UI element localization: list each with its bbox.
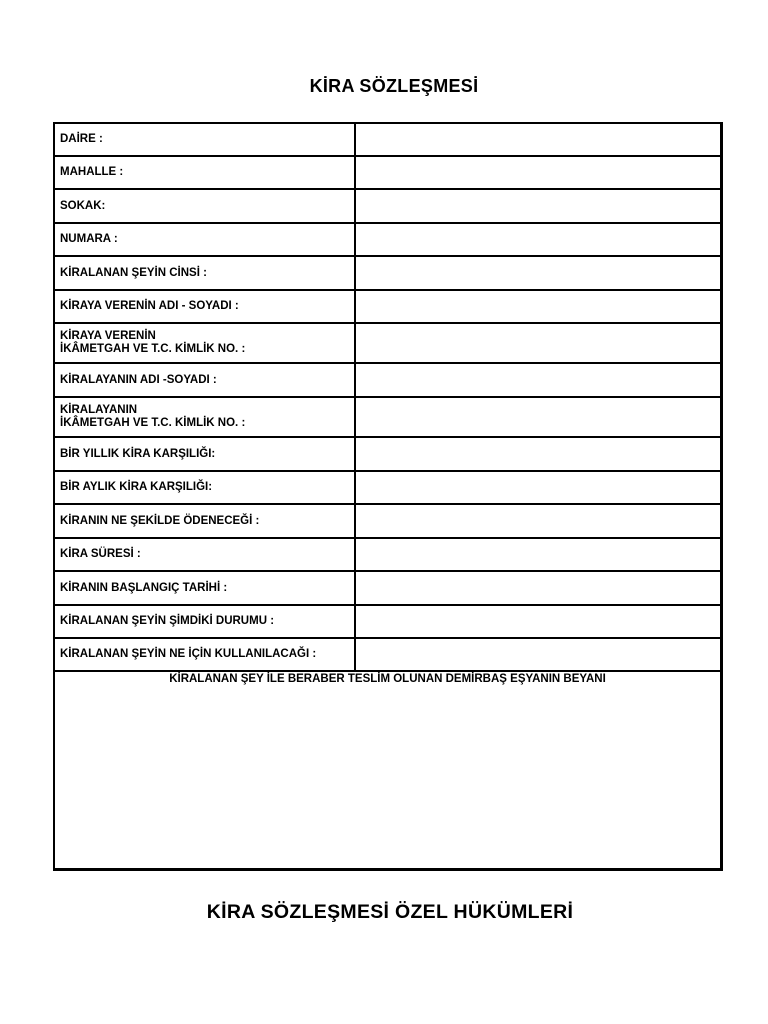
field-label-line: NUMARA : [60, 233, 118, 245]
field-label [55, 291, 356, 322]
form-row [55, 291, 720, 324]
form-rows [55, 124, 720, 672]
field-value[interactable] [356, 291, 720, 322]
contract-form-table [53, 122, 723, 871]
field-value[interactable] [356, 505, 720, 537]
field-label-line: KİRALAYANIN ADI -SOYADI : [60, 373, 217, 386]
field-label-line: KİRALAYANIN [60, 404, 138, 416]
form-row [55, 257, 720, 291]
field-label [55, 257, 356, 289]
inventory-heading: KİRALANAN ŞEY İLE BERABER TESLİM OLUNAN DEMİRBAŞ EŞYANIN BEYANI [169, 673, 606, 685]
form-row [55, 438, 720, 472]
field-label-line: KİRALANAN ŞEYİN NE İÇİN KULLANILACAĞI : [60, 648, 317, 660]
form-row [55, 157, 720, 190]
field-label [55, 639, 356, 670]
field-label-line: DAİRE : [60, 133, 103, 145]
special-provisions-title: KİRA SÖZLEŞMESİ ÖZEL HÜKÜMLERİ [206, 901, 574, 923]
inventory-declaration-box[interactable] [55, 672, 720, 868]
form-row [55, 398, 720, 438]
field-value[interactable] [356, 190, 720, 222]
field-label [55, 539, 356, 570]
field-label-line: BİR AYLIK KİRA KARŞILIĞI: [60, 481, 213, 493]
field-label [55, 224, 356, 255]
field-value[interactable] [356, 472, 720, 503]
form-row [55, 224, 720, 257]
field-label [55, 572, 356, 604]
field-label-line: KİRALANAN ŞEYİN ŞİMDİKİ DURUMU : [60, 615, 275, 627]
field-label-line: MAHALLE : [60, 166, 124, 178]
field-label [55, 364, 356, 396]
field-value[interactable] [356, 124, 720, 155]
field-label-line-2: İKÂMETGAH VE T.C. KİMLİK NO. : [60, 417, 246, 429]
field-value[interactable] [356, 157, 720, 188]
field-label [55, 190, 356, 222]
field-label-line-2: İKÂMETGAH VE T.C. KİMLİK NO. : [60, 343, 246, 355]
field-value[interactable] [356, 438, 720, 470]
form-row [55, 572, 720, 606]
form-row [55, 505, 720, 539]
form-row [55, 539, 720, 572]
page-title: KİRA SÖZLEŞMESİ [309, 76, 479, 96]
field-value[interactable] [356, 398, 720, 436]
field-label-line: KİRAYA VERENİN ADI - SOYADI : [60, 300, 239, 312]
field-label [55, 124, 356, 155]
field-label-line: SOKAK: [60, 199, 106, 212]
field-value[interactable] [356, 539, 720, 570]
field-label-line: BİR YILLIK KİRA KARŞILIĞI: [60, 447, 216, 460]
field-label [55, 324, 356, 362]
field-value[interactable] [356, 572, 720, 604]
form-row [55, 639, 720, 672]
field-label-line: KİRA SÜRESİ : [60, 548, 141, 560]
field-label [55, 505, 356, 537]
form-row [55, 190, 720, 224]
field-label-line: KİRALANAN ŞEYİN CİNSİ : [60, 266, 207, 279]
field-label [55, 606, 356, 637]
field-label [55, 472, 356, 503]
field-label [55, 157, 356, 188]
field-label [55, 438, 356, 470]
field-value[interactable] [356, 224, 720, 255]
field-value[interactable] [356, 324, 720, 362]
form-row [55, 364, 720, 398]
form-row [55, 606, 720, 639]
field-value[interactable] [356, 639, 720, 670]
field-label [55, 398, 356, 436]
field-label-line: KİRAYA VERENİN [60, 330, 156, 342]
form-row [55, 472, 720, 505]
field-label-line: KİRANIN BAŞLANGIÇ TARİHİ : [60, 581, 228, 594]
form-row [55, 124, 720, 157]
field-label-line: KİRANIN NE ŞEKİLDE ÖDENECEĞİ : [60, 514, 260, 527]
field-value[interactable] [356, 257, 720, 289]
field-value[interactable] [356, 364, 720, 396]
field-value[interactable] [356, 606, 720, 637]
form-row [55, 324, 720, 364]
